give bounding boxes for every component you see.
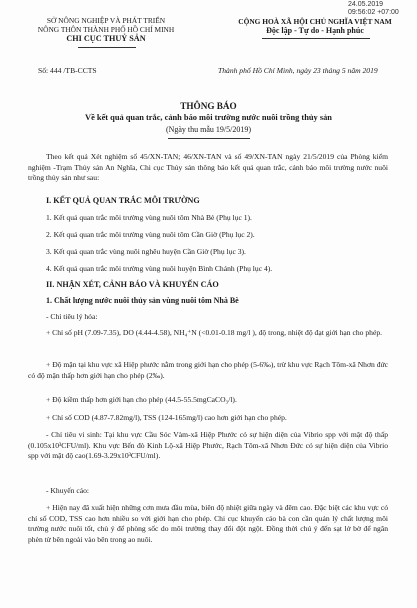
section-1-item: 1. Kết quả quan trắc môi trường vùng nuôi tôm Nhà Bè (Phụ lục 1). <box>46 213 252 222</box>
agency-line-1: SỞ NÔNG NGHIỆP VÀ PHÁT TRIỂN <box>46 16 166 25</box>
notice-subject: Về kết quả quan trắc, cảnh báo môi trường nước nuôi trồng thủy sản <box>85 113 332 122</box>
section-2-subheading: 1. Chất lượng nước nuôi thủy sản vùng nuôi tôm Nhà Bè <box>46 296 239 305</box>
agency-line-2: NÔNG THÔN THÀNH PHỐ HỒ CHÍ MINH <box>37 25 175 34</box>
section-1-item: 2. Kết quả quan trắc môi trường vùng nuôi tôm Cần Giờ (Phụ lục 2). <box>46 230 255 239</box>
national-header <box>222 17 408 35</box>
intro-paragraph: Theo kết quả Xét nghiệm số 45/XN-TAN; 46/XN-TAN và số 49/XN-TAN ngày 21/5/2019 của Phòng kiểm nghiệm -Trạm Thủy sản An Nghĩa, Chi cục Thủy sản thông báo kết quả quan trắc, cảnh báo môi trường nước nuôi trồng thủy sản như sau: <box>28 152 388 183</box>
recommendation-paragraph: + Hiện nay đã xuất hiện những cơn mưa đầu mùa, biên độ nhiệt giữa ngày và đêm cao. Đặc biệt các khu vực có chỉ số COD, TSS cao hơn nhiều so với giới hạn cho phép. Chi cục khuyến cáo bà con cần quản lý chất lượng môi trường nước nuôi tốt, chủ ý để phòng sốc do môi trường thay đổi đột ngột. Đồng thời chú ý đến sạt lở bờ để ngăn phèn từ bên ngoài vào bên trong ao nuôi. <box>28 503 388 544</box>
sampling-date: (Ngày thu mẫu 19/5/2019) <box>165 125 252 134</box>
stamp-time: 09:56:02 +07:00 <box>348 9 399 16</box>
salinity-paragraph: + Độ mặn tại khu vực xã Hiệp phước nằm trong giới hạn cho phép (5-6‰), trừ khu vực Rạch Tôm-xã Nhơn đức có độ mặn thấp hơn giới hạn cho phép (2‰). <box>28 360 388 380</box>
document-number: Số: 444 /TB-CCTS <box>38 66 97 75</box>
signature-stamp <box>348 1 399 17</box>
microbiology-paragraph: - Chỉ tiêu vi sinh: Tại khu vực Cầu Sóc Vàm-xã Hiệp Phước có sự hiện diện của Vibrio spp với mật độ thấp (0.105x10³CFU/ml). Khu vực Bến đò Kinh Lộ-xã Hiệp Phước, Rạch Tôm-xã Nhơn Đức có sự hiện diện của Vibrio spp với mật độ cao(1.69-3.29x10³CFU/ml). <box>28 430 388 461</box>
section-2-heading: II. NHẬN XÉT, CẢNH BÁO VÀ KHUYẾN CÁO <box>46 280 219 289</box>
national-motto: Độc lập - Tự do - Hạnh phúc <box>266 26 364 35</box>
issue-date: Thành phố Hồ Chí Minh, ngày 23 tháng 5 năm 2019 <box>218 66 378 75</box>
motto-underline <box>262 38 370 39</box>
agency-underline <box>78 47 136 48</box>
stamp-date: 24.05.2019 <box>348 1 384 8</box>
section-1-item: 3. Kết quả quan trắc vùng nuôi nghêu huyện Cần Giờ (Phụ lục 3). <box>46 247 246 256</box>
section-1-heading: I. KẾT QUẢ QUAN TRẮC MÔI TRƯỜNG <box>46 196 200 205</box>
notice-title: THÔNG BÁO <box>180 101 237 111</box>
national-title: CỘNG HOÀ XÃ HỘI CHỦ NGHĨA VIỆT NAM <box>238 17 392 26</box>
agency-name: CHI CỤC THUỶ SẢN <box>66 34 146 43</box>
recommendation-label: - Khuyến cáo: <box>46 486 90 495</box>
ph-paragraph: + Chỉ số pH (7.09-7.35), DO (4.44-4.58), NH₄⁺N (<0.01-0.18 mg/l ), độ trong, nhiệt độ đạt giới hạn cho phép. <box>46 328 383 337</box>
physicochemical-label: - Chỉ tiêu lý hóa: <box>46 312 98 321</box>
cod-line: + Chỉ số COD (4.87-7.82mg/l), TSS (124-165mg/l) cao hơn giới hạn cho phép. <box>46 413 287 422</box>
alkalinity-line: + Độ kiềm thấp hơn giới hạn cho phép (44.5-55.5mgCaCO₃/l). <box>46 395 237 404</box>
section-1-item: 4. Kết quả quan trắc môi trường vùng nuôi huyện Bình Chánh (Phụ lục 4). <box>46 264 273 273</box>
title-underline <box>168 138 250 139</box>
agency-header <box>18 16 194 43</box>
